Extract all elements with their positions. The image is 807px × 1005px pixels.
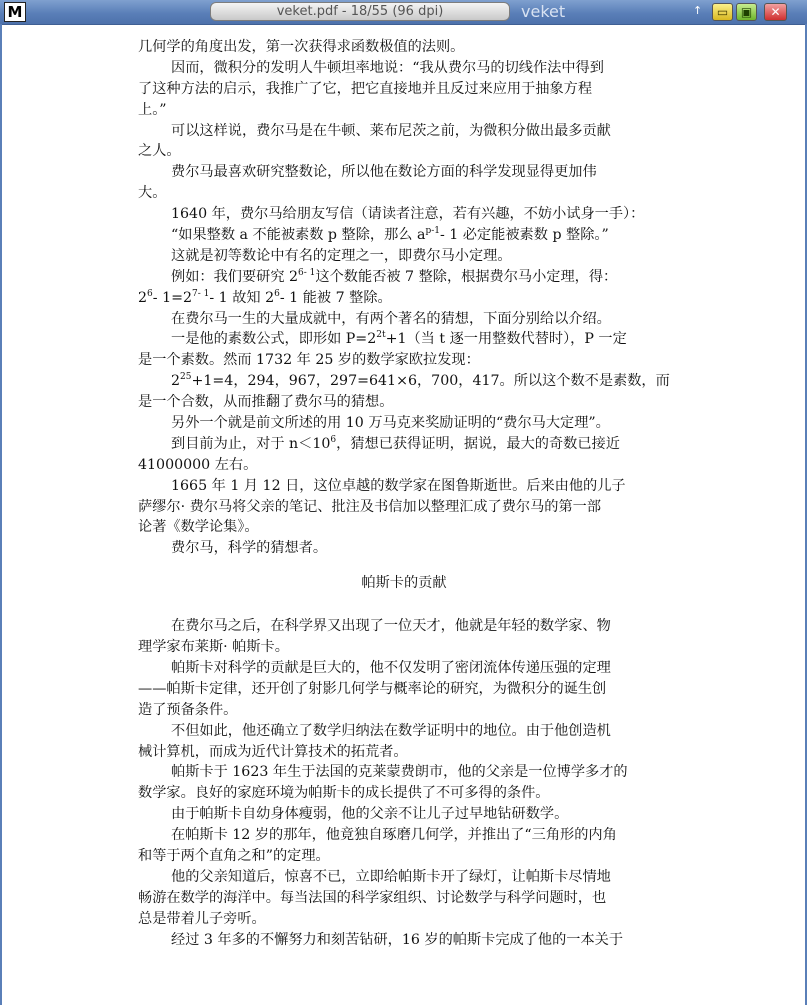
text-line bbox=[138, 658, 670, 679]
text-line bbox=[138, 804, 670, 825]
text-line bbox=[138, 246, 670, 267]
paragraph bbox=[138, 162, 670, 204]
text-run: - 1 能被 7 整除。 bbox=[279, 289, 392, 306]
document-text-part2 bbox=[138, 616, 670, 950]
paragraph bbox=[138, 930, 670, 951]
text-line bbox=[138, 783, 670, 804]
text-line bbox=[138, 434, 670, 455]
text-run: 论著《数学论集》。 bbox=[138, 519, 259, 536]
text-run: 大。 bbox=[138, 185, 167, 202]
text-line bbox=[138, 350, 670, 371]
document-text-part1 bbox=[138, 37, 670, 559]
text-run: 总是带着儿子旁听。 bbox=[138, 910, 266, 927]
text-run: 畅游在数学的海洋中。每当法国的科学家组织、讨论数学与科学问题时，也 bbox=[138, 889, 607, 906]
text-line bbox=[138, 413, 670, 434]
text-run: 2 bbox=[171, 373, 181, 390]
text-line bbox=[138, 455, 670, 476]
text-run: 帕斯卡于 1623 年生于法国的克莱蒙费朗市，他的父亲是一位博学多才的 bbox=[171, 764, 628, 781]
text-run: ——帕斯卡定律，还开创了射影几何学与概率论的研究，为微积分的诞生创 bbox=[138, 680, 607, 697]
text-run: 他的父亲知道后，惊喜不已，立即给帕斯卡开了绿灯，让帕斯卡尽情地 bbox=[171, 868, 611, 885]
paragraph bbox=[138, 721, 670, 763]
paragraph bbox=[138, 121, 670, 163]
paragraph bbox=[138, 204, 670, 225]
paragraph bbox=[138, 434, 670, 476]
text-line bbox=[138, 721, 670, 742]
paragraph bbox=[138, 658, 670, 721]
text-line bbox=[138, 204, 670, 225]
text-run: ，猜想已获得证明，据说，最大的奇数已接近 bbox=[336, 435, 620, 452]
minimize-button[interactable]: ▭ bbox=[712, 3, 733, 21]
text-run: 另外一个就是前文所述的用 10 万马克来奖励证明的“费尔马大定理”。 bbox=[171, 415, 610, 432]
maximize-button[interactable]: ▣ bbox=[736, 3, 757, 21]
text-line bbox=[138, 930, 670, 951]
text-line bbox=[138, 288, 670, 309]
text-run: 例如：我们要研究 2 bbox=[171, 268, 299, 285]
paragraph bbox=[138, 371, 670, 413]
superscript: 6 bbox=[274, 288, 280, 299]
paragraph bbox=[138, 329, 670, 371]
text-run: “如果整数 a 不能被素数 p 整除，那么 a bbox=[171, 227, 426, 244]
text-run: - 1 故知 2 bbox=[209, 289, 275, 306]
text-line bbox=[138, 392, 670, 413]
paragraph bbox=[138, 267, 670, 309]
text-run: 费尔马最喜欢研究整数论，所以他在数论方面的科学发现显得更加伟 bbox=[171, 164, 597, 181]
paragraph bbox=[138, 309, 670, 330]
paragraph bbox=[138, 538, 670, 559]
superscript: 2t bbox=[376, 330, 386, 341]
text-line bbox=[138, 58, 670, 79]
text-line bbox=[138, 825, 670, 846]
close-button[interactable]: ✕ bbox=[764, 3, 787, 21]
text-line bbox=[138, 742, 670, 763]
text-line bbox=[138, 888, 670, 909]
superscript: 7- 1 bbox=[192, 288, 210, 299]
text-line bbox=[138, 141, 670, 162]
paragraph bbox=[138, 762, 670, 804]
text-run: 帕斯卡对科学的贡献是巨大的，他不仅发明了密闭流体传递压强的定理 bbox=[171, 659, 611, 676]
text-run: 经过 3 年多的不懈努力和刻苦钻研，16 岁的帕斯卡完成了他的一本关于 bbox=[171, 931, 624, 948]
text-run: 理学家布莱斯· 帕斯卡。 bbox=[138, 639, 289, 656]
text-line bbox=[138, 79, 670, 100]
pdf-page bbox=[138, 37, 670, 1005]
text-run: 因而，微积分的发明人牛顿坦率地说：“我从费尔马的切线作法中得到 bbox=[171, 59, 604, 76]
text-run: 械计算机，而成为近代计算技术的拓荒者。 bbox=[138, 743, 408, 760]
text-run: 数学家。良好的家庭环境为帕斯卡的成长提供了不可多得的条件。 bbox=[138, 785, 550, 802]
text-line bbox=[138, 637, 670, 658]
text-line bbox=[138, 616, 670, 637]
section-heading: 帕斯卡的贡献 bbox=[361, 575, 447, 592]
text-run: 可以这样说，费尔马是在牛顿、莱布尼茨之前，为微积分做出最多贡献 bbox=[171, 122, 611, 139]
text-run: 在费尔马一生的大量成就中，有两个著名的猜想，下面分别给以介绍。 bbox=[171, 310, 611, 327]
text-line bbox=[138, 762, 670, 783]
paragraph bbox=[138, 58, 670, 121]
text-run: 造了预备条件。 bbox=[138, 701, 238, 718]
text-run: 上。” bbox=[138, 101, 167, 118]
text-line bbox=[138, 371, 670, 392]
paragraph bbox=[138, 804, 670, 825]
text-line bbox=[138, 225, 670, 246]
text-run: 之人。 bbox=[138, 143, 181, 160]
text-run: 这个数能否被 7 整除，根据费尔马小定理，得： bbox=[315, 268, 618, 285]
text-run: 1665 年 1 月 12 日，这位卓越的数学家在图鲁斯逝世。后来由他的儿子 bbox=[171, 477, 626, 494]
text-run: 几何学的角度出发，第一次获得求函数极值的法则。 bbox=[138, 39, 465, 55]
superscript: 6 bbox=[330, 434, 337, 445]
text-run: +1=4，294，967，297=641×6，700，417。所以这个数不是素数，而 bbox=[191, 373, 670, 390]
app-menu-icon[interactable]: M bbox=[4, 2, 26, 22]
text-run: 2 bbox=[138, 289, 148, 306]
app-name: veket bbox=[521, 2, 566, 21]
text-line bbox=[138, 309, 670, 330]
text-run: 41000000 左右。 bbox=[138, 456, 258, 473]
text-run: 是一个素数。然而 1732 年 25 岁的数学家欧拉发现： bbox=[138, 352, 480, 369]
text-run: - 1 必定能被素数 p 整除。” bbox=[439, 227, 609, 244]
text-line bbox=[138, 100, 670, 121]
text-run: 是一个合数，从而推翻了费尔马的猜想。 bbox=[138, 394, 394, 411]
text-line bbox=[138, 37, 670, 58]
window-frame-left bbox=[0, 24, 2, 1005]
paragraph bbox=[138, 246, 670, 267]
text-line bbox=[138, 538, 670, 559]
paragraph bbox=[138, 825, 670, 867]
text-line bbox=[138, 846, 670, 867]
text-line bbox=[138, 183, 670, 204]
paragraph bbox=[138, 37, 670, 58]
text-run: 萨缪尔· 费尔马将父亲的笔记、批注及书信加以整理汇成了费尔马的第一部 bbox=[138, 498, 602, 515]
text-run: 了这种方法的启示，我推广了它，把它直接地并且反过来应用于抽象方程 bbox=[138, 80, 593, 97]
text-run: 不但如此，他还确立了数学归纳法在数学证明中的地位。由于他创造机 bbox=[171, 722, 611, 739]
title-bar[interactable] bbox=[0, 0, 807, 25]
superscript: 6 bbox=[147, 288, 153, 299]
text-run: 到目前为止，对于 n＜10 bbox=[171, 435, 331, 452]
text-line bbox=[138, 476, 670, 497]
text-line bbox=[138, 909, 670, 930]
text-run: 在帕斯卡 12 岁的那年，他竟独自琢磨几何学，并推出了“三角形的内角 bbox=[171, 827, 617, 844]
paragraph bbox=[138, 867, 670, 930]
text-run: 和等于两个直角之和”的定理。 bbox=[138, 847, 330, 864]
text-line bbox=[138, 121, 670, 142]
window-title: veket.pdf - 18/55 (96 dpi) bbox=[210, 2, 510, 21]
shade-arrow-icon[interactable]: ↑ bbox=[693, 4, 703, 17]
text-run: 这就是初等数论中有名的定理之一，即费尔马小定理。 bbox=[171, 247, 512, 264]
paragraph bbox=[138, 225, 670, 246]
text-run: 1640 年，费尔马给朋友写信（请读者注意，若有兴趣，不妨小试身一手）： bbox=[171, 206, 645, 223]
paragraph bbox=[138, 413, 670, 434]
text-run: 费尔马，科学的猜想者。 bbox=[171, 540, 328, 557]
paragraph bbox=[138, 476, 670, 539]
text-line bbox=[138, 517, 670, 538]
text-line bbox=[138, 497, 670, 518]
text-run: - 1=2 bbox=[152, 289, 193, 306]
text-run: 在费尔马之后，在科学界又出现了一位天才，他就是年轻的数学家、物 bbox=[171, 618, 611, 635]
text-line bbox=[138, 329, 670, 350]
text-line bbox=[138, 700, 670, 721]
paragraph bbox=[138, 616, 670, 658]
text-run: +1（当 t 逐一用整数代替时），P 一定 bbox=[385, 331, 627, 348]
text-run: 一是他的素数公式，即形如 P=2 bbox=[171, 331, 377, 348]
text-line bbox=[138, 679, 670, 700]
text-run: 由于帕斯卡自幼身体瘦弱，他的父亲不让儿子过早地钻研数学。 bbox=[171, 806, 569, 823]
superscript: p-1 bbox=[425, 226, 440, 237]
text-line bbox=[138, 867, 670, 888]
text-line bbox=[138, 162, 670, 183]
text-line bbox=[138, 267, 670, 288]
superscript: 25 bbox=[180, 372, 192, 383]
superscript: 6- 1 bbox=[298, 267, 316, 278]
